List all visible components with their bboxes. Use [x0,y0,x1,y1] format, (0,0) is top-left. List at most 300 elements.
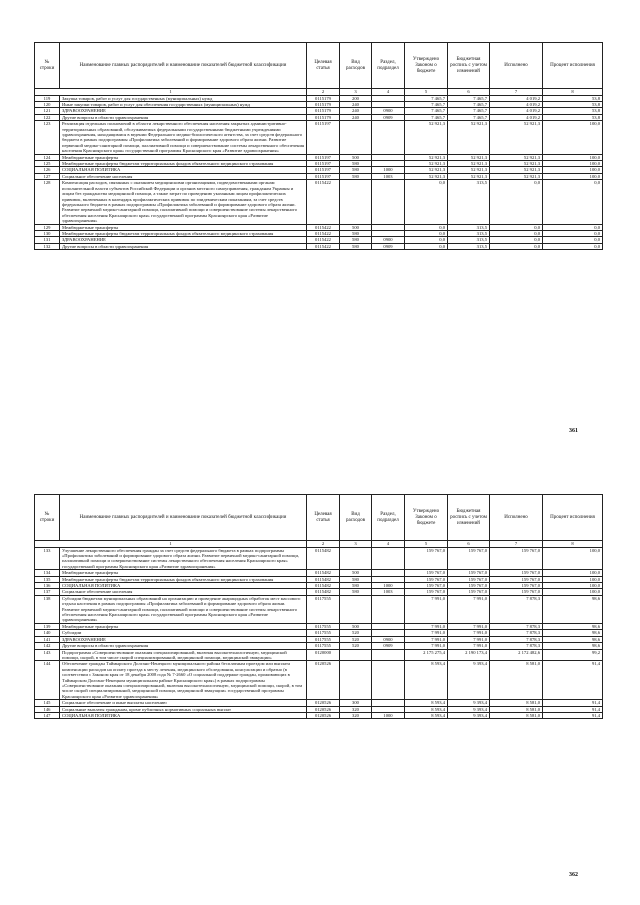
row-budget-list-cell: 313,5 [448,180,490,224]
row-approved-cell: 159 767,0 [405,583,448,589]
row-expense-kind-cell: 500 [340,154,372,160]
row-expense-kind-cell: 580 [340,237,372,243]
table-row [35,547,603,570]
row-executed-cell: 0,0 [490,237,543,243]
row-executed-cell: 4 019,2 [490,102,543,108]
row-approved-cell: 159 767,0 [405,570,448,576]
row-approved-cell: 7 991,0 [405,623,448,629]
row-budget-list-cell: 7 991,0 [448,630,490,636]
row-budget-list-cell: 52 921,3 [448,167,490,173]
row-target-article-cell: 0115422 [307,230,340,236]
row-percent-cell: 53,8 [543,114,603,120]
row-executed-cell: 8 581,0 [490,706,543,712]
row-target-article-cell: 0115422 [307,237,340,243]
row-name-cell: Социальные выплаты гражданам, кроме публичных нормативных социальных выплат [60,706,307,712]
row-budget-list-cell: 9 393,4 [448,706,490,712]
row-section-cell [372,595,405,623]
header-approved: Утверждено Законом о бюджете [405,495,448,541]
row-name-cell: СОЦИАЛЬНАЯ ПОЛИТИКА [60,712,307,718]
row-executed-cell: 7 878,3 [490,595,543,623]
budget-table [34,42,603,250]
row-executed-cell: 7 878,3 [490,630,543,636]
row-approved-cell: 7 465,7 [405,108,448,114]
row-target-article-cell: 0115197 [307,161,340,167]
row-percent-cell: 0,0 [543,180,603,224]
row-approved-cell: 8 593,4 [405,712,448,718]
row-number-cell: 135 [35,576,60,582]
row-budget-list-cell: 2 190 173,4 [448,649,490,661]
row-number-cell: 139 [35,623,60,629]
row-approved-cell: 52 921,3 [405,167,448,173]
row-expense-kind-cell: 520 [340,643,372,649]
row-approved-cell: 159 767,0 [405,547,448,570]
row-approved-cell: 8 593,4 [405,700,448,706]
row-budget-list-cell: 9 393,4 [448,712,490,718]
column-number: 8 [543,89,603,96]
row-name-cell: Компенсация расходов, связанных с оказанием медицинскими организациями, подведомственными органам исполнительной власти субъектов Российской Федерации и органов местного самоуправления, гражданам Украины и лицам без гражданства медицинской помощи, а также затрат по проведению указанным лицам профилактических прививок, включенных в календарь профилактических прививок по эпидемическим показаниям, за счет средств федерального бюджета в рамках подпрограммы «Профилактика заболеваний и формирование здорового образа жизни. Развитие первичной медико-санитарной помощи, паллиативной помощи и совершенствование системы лекарственного обеспечения населения Красноярского края» государственной программы Красноярского края «Развитие здравоохранения» [60,180,307,224]
row-expense-kind-cell [340,595,372,623]
row-name-cell: ЗДРАВООХРАНЕНИЕ [60,108,307,114]
row-name-cell: Межбюджетные трансферты [60,623,307,629]
row-approved-cell: 7 991,0 [405,636,448,642]
row-target-article-cell: 0120000 [307,649,340,661]
row-target-article-cell: 0115179 [307,95,340,101]
row-target-article-cell: 0115179 [307,108,340,114]
row-approved-cell: 0,0 [405,230,448,236]
row-budget-list-cell: 52 921,3 [448,121,490,154]
row-executed-cell: 8 581,0 [490,661,543,700]
row-budget-list-cell: 52 921,3 [448,154,490,160]
column-number-row [35,541,603,548]
row-number-cell: 123 [35,121,60,154]
budget-table-page-1 [34,42,602,250]
row-percent-cell: 98,6 [543,636,603,642]
row-executed-cell: 4 019,2 [490,114,543,120]
row-executed-cell: 8 581,0 [490,700,543,706]
header-section: Раздел, подраздел [372,495,405,541]
column-number: 4 [372,541,405,548]
row-number-cell: 126 [35,167,60,173]
row-expense-kind-cell: 240 [340,114,372,120]
row-executed-cell: 4 019,2 [490,95,543,101]
row-target-article-cell: 0117555 [307,595,340,623]
row-expense-kind-cell [340,661,372,700]
header-percent: Процент исполнения [543,43,603,89]
row-name-cell: Социальное обеспечение населения [60,589,307,595]
row-name-cell: ЗДРАВООХРАНЕНИЕ [60,636,307,642]
row-name-cell: Иные закупки товаров, работ и услуг для обеспечения государственных (муниципальных) нужд [60,102,307,108]
row-expense-kind-cell: 240 [340,102,372,108]
row-number-cell: 138 [35,595,60,623]
row-percent-cell: 98,6 [543,623,603,629]
row-executed-cell: 0,0 [490,243,543,249]
row-percent-cell: 91,4 [543,700,603,706]
row-approved-cell: 8 593,4 [405,661,448,700]
row-expense-kind-cell: 580 [340,583,372,589]
row-executed-cell: 8 581,0 [490,712,543,718]
row-budget-list-cell: 159 767,0 [448,589,490,595]
row-target-article-cell: 0115482 [307,570,340,576]
row-expense-kind-cell: 580 [340,243,372,249]
row-name-cell: Межбюджетные трансферты бюджетам территориальных фондов обязательного медицинского страхования [60,230,307,236]
row-expense-kind-cell: 580 [340,576,372,582]
row-section-cell: 0900 [372,237,405,243]
row-number-cell: 132 [35,243,60,249]
row-budget-list-cell: 7 991,0 [448,623,490,629]
header-budget-list: Бюджетная роспись с учетом изменений [448,43,490,89]
row-budget-list-cell: 7 465,7 [448,102,490,108]
row-percent-cell: 100,0 [543,583,603,589]
row-executed-cell: 52 921,3 [490,173,543,179]
table-row [35,595,603,623]
row-approved-cell: 52 921,3 [405,154,448,160]
row-budget-list-cell: 313,5 [448,243,490,249]
header-row-number: № строки [35,495,60,541]
header-name: Наименование главных распорядителей и наименование показателей бюджетной классификации [60,495,307,541]
table-header-row [35,43,603,89]
row-approved-cell: 159 767,0 [405,589,448,595]
row-executed-cell: 159 767,0 [490,583,543,589]
column-number: 7 [490,89,543,96]
row-budget-list-cell: 159 767,0 [448,547,490,570]
row-executed-cell: 159 767,0 [490,547,543,570]
row-number-cell: 129 [35,224,60,230]
header-target-article: Целевая статья [307,43,340,89]
row-target-article-cell: 0115482 [307,576,340,582]
row-expense-kind-cell: 500 [340,570,372,576]
row-budget-list-cell: 52 921,3 [448,173,490,179]
row-name-cell: Межбюджетные трансферты [60,224,307,230]
row-name-cell: Межбюджетные трансферты [60,570,307,576]
row-executed-cell: 7 878,3 [490,636,543,642]
row-number-cell: 124 [35,154,60,160]
row-percent-cell: 100,0 [543,154,603,160]
row-number-cell: 133 [35,547,60,570]
row-target-article-cell: 0120526 [307,661,340,700]
row-target-article-cell: 0120526 [307,706,340,712]
row-budget-list-cell: 7 465,7 [448,108,490,114]
row-budget-list-cell: 7 991,0 [448,595,490,623]
row-number-cell: 120 [35,102,60,108]
row-budget-list-cell: 159 767,0 [448,570,490,576]
row-percent-cell: 53,8 [543,95,603,101]
row-target-article-cell: 0115422 [307,180,340,224]
header-executed: Исполнено [490,495,543,541]
header-expense-kind: Вид расходов [340,495,372,541]
row-target-article-cell: 0115482 [307,583,340,589]
row-section-cell: 0900 [372,108,405,114]
column-number: 8 [543,541,603,548]
row-expense-kind-cell: 300 [340,700,372,706]
row-section-cell: 0909 [372,114,405,120]
row-executed-cell: 159 767,0 [490,570,543,576]
row-approved-cell: 52 921,3 [405,161,448,167]
row-budget-list-cell: 313,5 [448,237,490,243]
row-name-cell: Межбюджетные трансферты бюджетам территориальных фондов обязательного медицинского страхования [60,576,307,582]
row-budget-list-cell: 313,5 [448,230,490,236]
table-header-row [35,495,603,541]
table-row [35,649,603,661]
row-expense-kind-cell [340,649,372,661]
header-expense-kind: Вид расходов [340,43,372,89]
row-executed-cell: 159 767,0 [490,589,543,595]
row-section-cell: 1000 [372,167,405,173]
column-number: 3 [340,89,372,96]
row-target-article-cell: 0115482 [307,589,340,595]
page-number: 362 [569,872,578,878]
row-target-article-cell: 0115197 [307,154,340,160]
row-percent-cell: 100,0 [543,576,603,582]
row-executed-cell: 52 921,3 [490,167,543,173]
header-percent: Процент исполнения [543,495,603,541]
row-name-cell: Закупка товаров, работ и услуг для государственных (муниципальных) нужд [60,95,307,101]
column-number: 4 [372,89,405,96]
row-name-cell: Обеспечение граждан Таймырского Долгано-Ненецкого муниципального района бесплатным проездом или выплата компенсации расходов на оплату проезда к месту лечения, медицинского обследования, консультации и обратно (в соответствии с Законом края от 18 декабря 2008 года № 7-2660 «О социальной поддержке граждан, проживающих в Таймырском Долгано-Ненецком муниципальном районе Красноярского края») в рамках подпрограммы «Совершенствование оказания специализированной, включая высокотехнологичную, медицинской помощи, скорой, в том числе скорой специализированной, медицинской помощи, медицинской эвакуации» государственной программы Красноярского края «Развитие здравоохранения» [60,661,307,700]
row-name-cell: Реализация отдельных полномочий в области лекарственного обеспечения населения закрытых административно-территориальных образований, обслуживаемых федеральными государственными бюджетными учреждениями здравоохранения, находящимися в ведении Федерального медико-биологического агентства, за счет средств федерального бюджета в рамках подпрограммы «Профилактика заболеваний и формирование здорового образа жизни. Развитие первичной медико-санитарной помощи, паллиативной помощи и совершенствование системы лекарственного обеспечения населения Красноярского края» государственной программы Красноярского края «Развитие здравоохранения» [60,121,307,154]
row-name-cell: Социальное обеспечение населения [60,173,307,179]
row-target-article-cell: 0115482 [307,547,340,570]
row-target-article-cell: 0115197 [307,167,340,173]
row-section-cell: 0909 [372,243,405,249]
header-approved: Утверждено Законом о бюджете [405,43,448,89]
column-number: 6 [448,541,490,548]
row-number-cell: 121 [35,108,60,114]
row-expense-kind-cell: 320 [340,712,372,718]
row-target-article-cell: 0120526 [307,700,340,706]
row-section-cell: 0909 [372,643,405,649]
row-approved-cell: 2 175 275,4 [405,649,448,661]
row-name-cell: СОЦИАЛЬНАЯ ПОЛИТИКА [60,583,307,589]
row-number-cell: 140 [35,630,60,636]
column-number: 1 [35,89,307,96]
row-approved-cell: 7 465,7 [405,102,448,108]
row-approved-cell: 0,0 [405,180,448,224]
row-executed-cell: 52 921,3 [490,161,543,167]
row-expense-kind-cell: 520 [340,636,372,642]
row-percent-cell: 99,2 [543,649,603,661]
row-number-cell: 128 [35,180,60,224]
row-number-cell: 130 [35,230,60,236]
header-section: Раздел, подраздел [372,43,405,89]
row-expense-kind-cell: 500 [340,623,372,629]
row-executed-cell: 7 878,3 [490,643,543,649]
row-name-cell: СОЦИАЛЬНАЯ ПОЛИТИКА [60,167,307,173]
row-name-cell: Социальное обеспечение и иные выплаты населению [60,700,307,706]
row-number-cell: 142 [35,643,60,649]
header-budget-list: Бюджетная роспись с учетом изменений [448,495,490,541]
row-section-cell [372,661,405,700]
row-executed-cell: 2 172 482,6 [490,649,543,661]
table-body [35,547,603,719]
column-number: 6 [448,89,490,96]
row-section-cell: 1000 [372,583,405,589]
row-executed-cell: 4 019,2 [490,108,543,114]
row-budget-list-cell: 9 393,4 [448,700,490,706]
row-budget-list-cell: 7 465,7 [448,114,490,120]
row-percent-cell: 100,0 [543,161,603,167]
row-approved-cell: 52 921,3 [405,173,448,179]
row-section-cell [372,547,405,570]
row-budget-list-cell: 7 465,7 [448,95,490,101]
row-name-cell: Другие вопросы в области здравоохранения [60,114,307,120]
column-number-row [35,89,603,96]
row-name-cell: Межбюджетные трансферты бюджетам территориальных фондов обязательного медицинского страхования [60,161,307,167]
column-number: 3 [340,541,372,548]
row-name-cell: Другие вопросы в области здравоохранения [60,643,307,649]
header-row-number: № строки [35,43,60,89]
row-target-article-cell: 0115197 [307,121,340,154]
row-number-cell: 147 [35,712,60,718]
table-body [35,95,603,250]
row-percent-cell: 98,6 [543,630,603,636]
row-percent-cell: 98,6 [543,643,603,649]
row-percent-cell: 100,0 [543,570,603,576]
row-percent-cell: 0,0 [543,224,603,230]
row-number-cell: 127 [35,173,60,179]
row-approved-cell: 7 991,0 [405,643,448,649]
row-executed-cell: 0,0 [490,180,543,224]
row-section-cell: 1003 [372,173,405,179]
row-expense-kind-cell: 580 [340,161,372,167]
row-percent-cell: 91,4 [543,661,603,700]
row-executed-cell: 52 921,3 [490,121,543,154]
row-approved-cell: 159 767,0 [405,576,448,582]
row-target-article-cell: 0117555 [307,630,340,636]
row-expense-kind-cell [340,121,372,154]
row-budget-list-cell: 159 767,0 [448,583,490,589]
row-number-cell: 145 [35,700,60,706]
row-expense-kind-cell: 200 [340,95,372,101]
row-section-cell: 0900 [372,636,405,642]
column-number: 5 [405,541,448,548]
row-approved-cell: 7 465,7 [405,114,448,120]
row-percent-cell: 100,0 [543,589,603,595]
header-name: Наименование главных распорядителей и наименование показателей бюджетной классификации [60,43,307,89]
row-expense-kind-cell: 520 [340,630,372,636]
row-executed-cell: 159 767,0 [490,576,543,582]
row-target-article-cell: 0117555 [307,623,340,629]
row-budget-list-cell: 7 991,0 [448,636,490,642]
row-section-cell [372,121,405,154]
row-expense-kind-cell: 240 [340,108,372,114]
row-name-cell: Другие вопросы в области здравоохранения [60,243,307,249]
budget-table [34,494,603,719]
row-executed-cell: 7 878,3 [490,623,543,629]
row-expense-kind-cell: 580 [340,167,372,173]
row-section-cell [372,180,405,224]
row-name-cell: Субсидии [60,630,307,636]
row-approved-cell: 8 593,4 [405,706,448,712]
row-percent-cell: 100,0 [543,547,603,570]
column-number: 2 [307,541,340,548]
row-expense-kind-cell: 320 [340,706,372,712]
row-number-cell: 122 [35,114,60,120]
row-approved-cell: 52 921,3 [405,121,448,154]
row-number-cell: 144 [35,661,60,700]
row-number-cell: 143 [35,649,60,661]
row-approved-cell: 0,0 [405,237,448,243]
row-percent-cell: 53,8 [543,102,603,108]
row-budget-list-cell: 9 393,4 [448,661,490,700]
row-number-cell: 125 [35,161,60,167]
row-name-cell: Улучшение лекарственного обеспечения граждан за счет средств федерального бюджета в рамках подпрограммы «Профилактика заболеваний и формирование здорового образа жизни. Развитие первичной медико-санитарной помощи, паллиативной помощи и совершенствование системы лекарственного обеспечения населения Красноярского края» государственной программы Красноярского края «Развитие здравоохранения» [60,547,307,570]
row-percent-cell: 100,0 [543,167,603,173]
row-percent-cell: 100,0 [543,173,603,179]
table-row [35,661,603,700]
row-name-cell: ЗДРАВООХРАНЕНИЕ [60,237,307,243]
table-row [35,180,603,224]
row-approved-cell: 0,0 [405,224,448,230]
row-percent-cell: 100,0 [543,121,603,154]
row-target-article-cell: 0117555 [307,643,340,649]
row-section-cell [372,649,405,661]
page-number: 361 [569,428,578,434]
row-target-article-cell: 0115197 [307,173,340,179]
row-name-cell: Межбюджетные трансферты [60,154,307,160]
row-number-cell: 146 [35,706,60,712]
header-executed: Исполнено [490,43,543,89]
row-executed-cell: 0,0 [490,224,543,230]
row-target-article-cell: 0115179 [307,102,340,108]
row-percent-cell: 98,6 [543,595,603,623]
row-expense-kind-cell: 580 [340,230,372,236]
row-percent-cell: 0,0 [543,230,603,236]
column-number: 7 [490,541,543,548]
row-section-cell: 1003 [372,589,405,595]
row-target-article-cell: 0115422 [307,243,340,249]
table-row [35,121,603,154]
row-percent-cell: 91,4 [543,706,603,712]
row-expense-kind-cell: 500 [340,224,372,230]
row-percent-cell: 0,0 [543,243,603,249]
row-expense-kind-cell: 580 [340,589,372,595]
row-expense-kind-cell: 580 [340,173,372,179]
row-budget-list-cell: 52 921,3 [448,161,490,167]
row-number-cell: 137 [35,589,60,595]
row-approved-cell: 7 991,0 [405,595,448,623]
row-percent-cell: 0,0 [543,237,603,243]
column-number: 1 [35,541,307,548]
row-target-article-cell: 0115179 [307,114,340,120]
row-budget-list-cell: 159 767,0 [448,576,490,582]
row-approved-cell: 7 991,0 [405,630,448,636]
row-name-cell: Субсидии бюджетам муниципальных образований на организацию и проведение акарицидных обработок мест массового отдыха населения в рамках подпрограммы «Профилактика заболеваний и формирование здорового образа жизни. Развитие первичной медико-санитарной помощи, паллиативной помощи и совершенствование системы лекарственного обеспечения населения Красноярского края» государственной программы Красноярского края «Развитие здравоохранения» [60,595,307,623]
row-percent-cell: 53,8 [543,108,603,114]
row-executed-cell: 52 921,3 [490,154,543,160]
row-executed-cell: 0,0 [490,230,543,236]
row-target-article-cell: 0120526 [307,712,340,718]
budget-table-page-2 [34,494,602,719]
row-number-cell: 136 [35,583,60,589]
row-budget-list-cell: 313,5 [448,224,490,230]
table-row [35,243,603,249]
row-approved-cell: 0,0 [405,243,448,249]
row-number-cell: 141 [35,636,60,642]
row-number-cell: 119 [35,95,60,101]
header-target-article: Целевая статья [307,495,340,541]
row-number-cell: 131 [35,237,60,243]
row-name-cell: Подпрограмма «Совершенствование оказания специализированной, включая высокотехнологичную, медицинской помощи, скорой, в том числе скорой специализированной, медицинской помощи, медицинской эвакуации» [60,649,307,661]
row-expense-kind-cell [340,180,372,224]
table-row [35,712,603,718]
row-budget-list-cell: 7 991,0 [448,643,490,649]
row-section-cell: 1000 [372,712,405,718]
row-number-cell: 134 [35,570,60,576]
row-approved-cell: 7 465,7 [405,95,448,101]
column-number: 2 [307,89,340,96]
row-target-article-cell: 0117555 [307,636,340,642]
column-number: 5 [405,89,448,96]
